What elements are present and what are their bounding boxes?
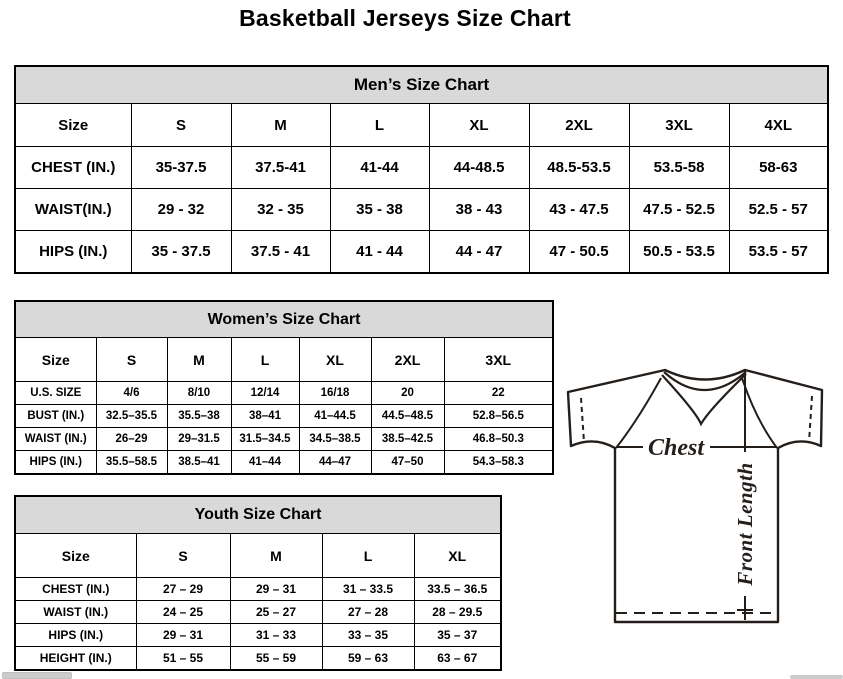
cell: 47–50 <box>371 451 444 475</box>
row-label: WAIST(IN.) <box>15 189 131 231</box>
cell: 41–44.5 <box>299 405 371 428</box>
cell: 28 – 29.5 <box>414 601 501 624</box>
cell: 53.5 - 57 <box>729 231 828 274</box>
cell: 54.3–58.3 <box>444 451 553 475</box>
table-row <box>15 624 501 647</box>
cell: 31.5–34.5 <box>231 428 299 451</box>
cell: 38–41 <box>231 405 299 428</box>
cell: 22 <box>444 382 553 405</box>
cell: 33.5 – 36.5 <box>414 578 501 601</box>
cell: 29 - 32 <box>131 189 231 231</box>
cell: 41–44 <box>231 451 299 475</box>
column-header: XL <box>429 104 529 147</box>
cell: 44-48.5 <box>429 147 529 189</box>
cell: 46.8–50.3 <box>444 428 553 451</box>
table-header-row <box>15 534 501 578</box>
cell: 29–31.5 <box>167 428 231 451</box>
row-label: HIPS (IN.) <box>15 624 136 647</box>
cell: 16/18 <box>299 382 371 405</box>
column-header: 3XL <box>444 338 553 382</box>
table-row <box>15 231 828 274</box>
table-row <box>15 189 828 231</box>
cell: 35.5–58.5 <box>96 451 167 475</box>
cell: 32.5–35.5 <box>96 405 167 428</box>
table-header-row <box>15 104 828 147</box>
row-label: U.S. SIZE <box>15 382 96 405</box>
cell: 51 – 55 <box>136 647 230 671</box>
cell: 35 - 38 <box>330 189 429 231</box>
cell: 44–47 <box>299 451 371 475</box>
table-row <box>15 147 828 189</box>
cell: 8/10 <box>167 382 231 405</box>
row-label: HEIGHT (IN.) <box>15 647 136 671</box>
page-title: Basketball Jerseys Size Chart <box>239 5 571 31</box>
table-row <box>15 451 553 475</box>
cell: 34.5–38.5 <box>299 428 371 451</box>
cell: 12/14 <box>231 382 299 405</box>
right-armhole-seam <box>742 378 777 448</box>
cell: 44 - 47 <box>429 231 529 274</box>
jersey-measurement-diagram <box>558 362 840 634</box>
horizontal-scrollbar-thumb-left[interactable] <box>2 672 72 679</box>
cell: 35.5–38 <box>167 405 231 428</box>
table-band-row <box>15 496 501 534</box>
cell: 37.5-41 <box>231 147 330 189</box>
column-header: 2XL <box>529 104 629 147</box>
cell: 35 – 37 <box>414 624 501 647</box>
column-header: 2XL <box>371 338 444 382</box>
cell: 58-63 <box>729 147 828 189</box>
cell: 35-37.5 <box>131 147 231 189</box>
cell: 38.5–42.5 <box>371 428 444 451</box>
table-row <box>15 601 501 624</box>
cell: 33 – 35 <box>322 624 414 647</box>
womens-chart-header: Women’s Size Chart <box>15 301 553 338</box>
row-label: HIPS (IN.) <box>15 451 96 475</box>
cell: 24 – 25 <box>136 601 230 624</box>
cell: 44.5–48.5 <box>371 405 444 428</box>
column-header: Size <box>15 534 136 578</box>
youth-size-chart-table <box>14 495 502 671</box>
left-sleeve-cuff-dashed-line <box>581 398 584 442</box>
cell: 41-44 <box>330 147 429 189</box>
row-label: WAIST (IN.) <box>15 601 136 624</box>
column-header: XL <box>414 534 501 578</box>
cell: 20 <box>371 382 444 405</box>
cell: 50.5 - 53.5 <box>629 231 729 274</box>
column-header: S <box>96 338 167 382</box>
cell: 27 – 28 <box>322 601 414 624</box>
cell: 4/6 <box>96 382 167 405</box>
cell: 53.5-58 <box>629 147 729 189</box>
cell: 48.5-53.5 <box>529 147 629 189</box>
column-header: M <box>231 104 330 147</box>
cell: 26–29 <box>96 428 167 451</box>
column-header: L <box>231 338 299 382</box>
cell: 52.5 - 57 <box>729 189 828 231</box>
column-header: 4XL <box>729 104 828 147</box>
cell: 31 – 33 <box>230 624 322 647</box>
cell: 59 – 63 <box>322 647 414 671</box>
cell: 29 – 31 <box>230 578 322 601</box>
row-label: WAIST (IN.) <box>15 428 96 451</box>
table-band-row <box>15 301 553 338</box>
horizontal-scrollbar-thumb-right[interactable] <box>790 675 843 679</box>
table-header-row <box>15 338 553 382</box>
jersey-outline-path <box>568 370 822 622</box>
column-header: M <box>167 338 231 382</box>
row-label: BUST (IN.) <box>15 405 96 428</box>
cell: 47.5 - 52.5 <box>629 189 729 231</box>
cell: 38 - 43 <box>429 189 529 231</box>
front-length-label: Front Length <box>733 462 757 586</box>
cell: 55 – 59 <box>230 647 322 671</box>
table-row <box>15 578 501 601</box>
column-header: S <box>136 534 230 578</box>
column-header: S <box>131 104 231 147</box>
cell: 63 – 67 <box>414 647 501 671</box>
row-label: CHEST (IN.) <box>15 147 131 189</box>
column-header: Size <box>15 104 131 147</box>
cell: 38.5–41 <box>167 451 231 475</box>
cell: 43 - 47.5 <box>529 189 629 231</box>
table-row <box>15 428 553 451</box>
cell: 31 – 33.5 <box>322 578 414 601</box>
cell: 29 – 31 <box>136 624 230 647</box>
column-header: M <box>230 534 322 578</box>
table-row <box>15 382 553 405</box>
cell: 37.5 - 41 <box>231 231 330 274</box>
right-sleeve-cuff-dashed-line <box>809 396 812 442</box>
mens-chart-header: Men’s Size Chart <box>15 66 828 104</box>
womens-size-chart-table <box>14 300 554 475</box>
cell: 47 - 50.5 <box>529 231 629 274</box>
column-header: XL <box>299 338 371 382</box>
column-header: L <box>330 104 429 147</box>
cell: 25 – 27 <box>230 601 322 624</box>
youth-chart-header: Youth Size Chart <box>15 496 501 534</box>
row-label: HIPS (IN.) <box>15 231 131 274</box>
cell: 52.8–56.5 <box>444 405 553 428</box>
column-header: L <box>322 534 414 578</box>
table-row <box>15 405 553 428</box>
cell: 27 – 29 <box>136 578 230 601</box>
mens-size-chart-table <box>14 65 829 274</box>
table-row <box>15 647 501 671</box>
table-band-row <box>15 66 828 104</box>
cell: 35 - 37.5 <box>131 231 231 274</box>
cell: 41 - 44 <box>330 231 429 274</box>
row-label: CHEST (IN.) <box>15 578 136 601</box>
chest-label: Chest <box>647 435 705 461</box>
column-header: 3XL <box>629 104 729 147</box>
cell: 32 - 35 <box>231 189 330 231</box>
column-header: Size <box>15 338 96 382</box>
